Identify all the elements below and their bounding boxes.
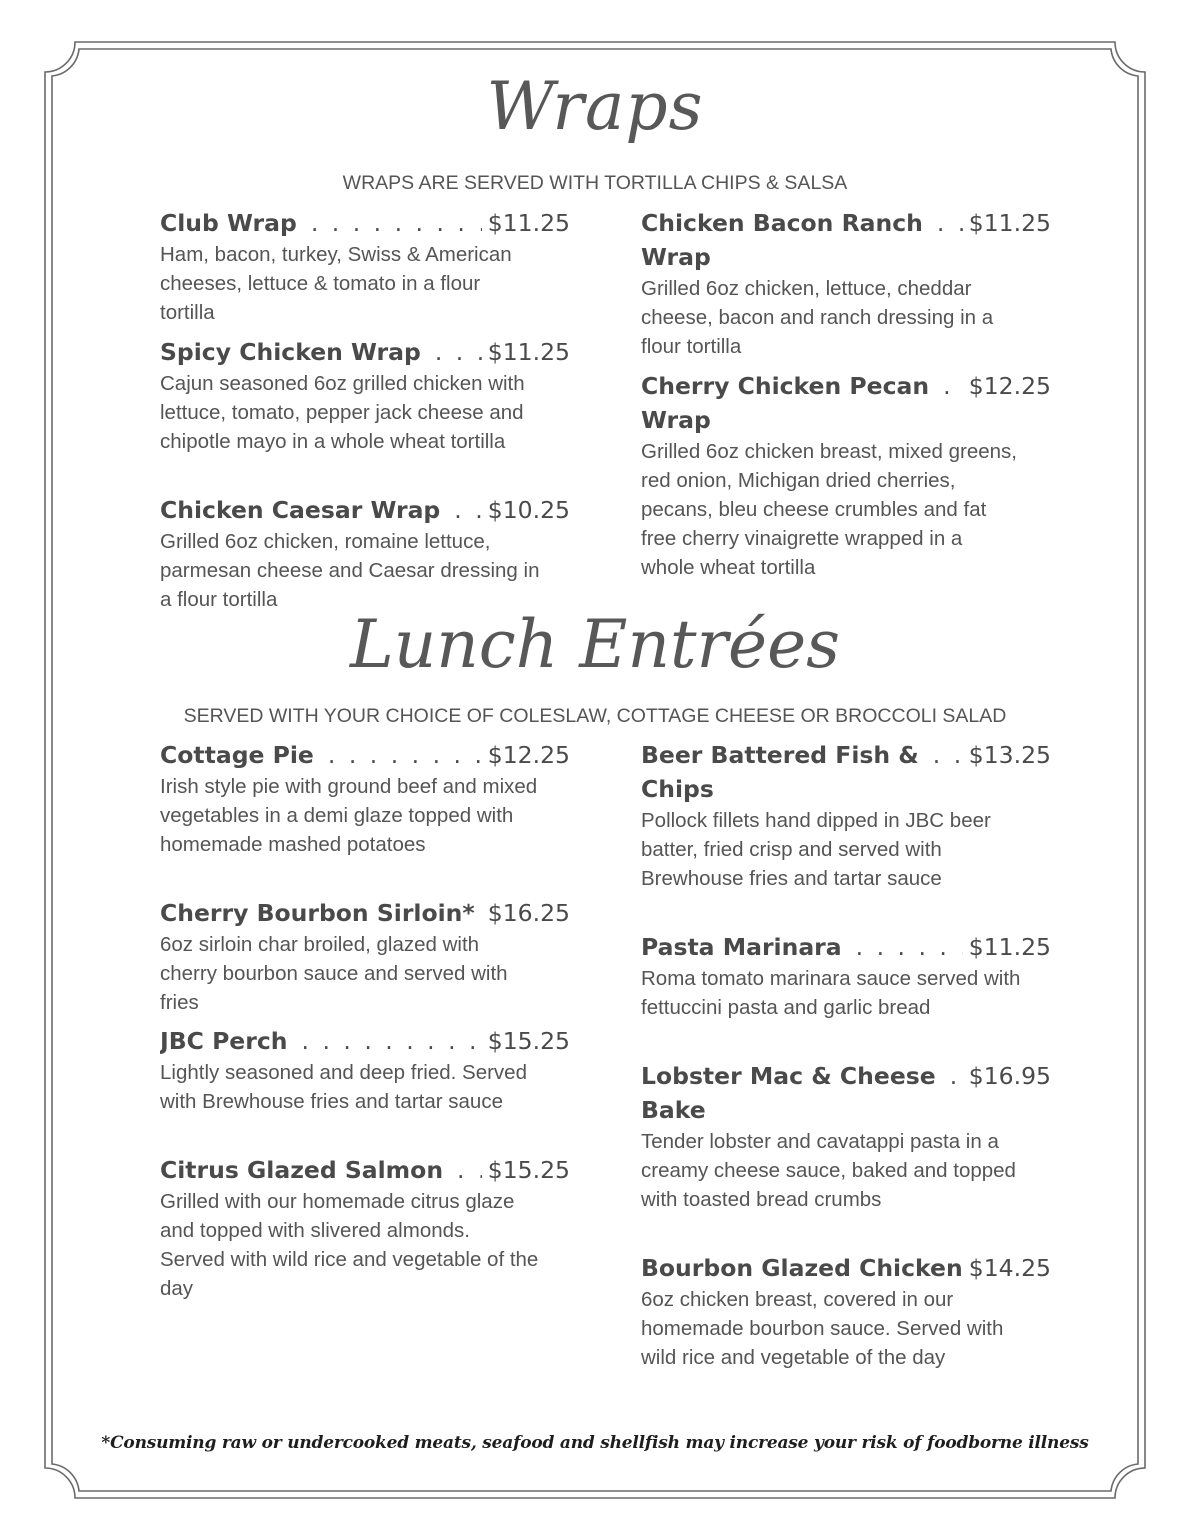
menu-item-citrus-glazed-salmon: [160, 1153, 570, 1303]
wraps-subtitle: WRAPS ARE SERVED WITH TORTILLA CHIPS & SALSA: [342, 172, 848, 194]
item-description: 6oz chicken breast, covered in our homemade bourbon sauce. Served with wild rice and vegetable of the day: [641, 1288, 1004, 1369]
item-name: Beer Battered Fish &: [641, 741, 919, 769]
menu-item-cherry-chicken-pecan-wrap: [641, 369, 1051, 582]
menu-item-chicken-bacon-ranch-wrap: [641, 206, 1051, 361]
item-price: $11.25: [968, 933, 1051, 961]
item-name: Lobster Mac & Cheese: [641, 1062, 936, 1090]
item-name: Club Wrap: [160, 209, 297, 237]
item-description: Roma tomato marinara sauce served with fettuccini pasta and garlic bread: [641, 967, 1021, 1019]
item-price: $15.25: [487, 1156, 570, 1184]
item-description: Pollock fillets hand dipped in JBC beer batter, fried crisp and served with Brewhouse fries and tartar sauce: [641, 809, 991, 890]
item-description: Grilled with our homemade citrus glaze and topped with slivered almonds. Served with wild rice and vegetable of the day: [160, 1190, 539, 1300]
item-price: $10.25: [487, 496, 570, 524]
foodborne-illness-disclaimer: *Consuming raw or undercooked meats, seafood and shellfish may increase your risk of foodborne illness: [101, 1433, 1089, 1453]
item-name: Cottage Pie: [160, 741, 314, 769]
menu-item-spicy-chicken-wrap: [160, 335, 570, 456]
item-description: Ham, bacon, turkey, Swiss & American cheeses, lettuce & tomato in a flour tortilla: [160, 243, 512, 324]
menu-item-lobster-mac-cheese-bake: [641, 1059, 1051, 1214]
item-name: JBC Perch: [160, 1027, 288, 1055]
item-name-continued: Bake: [641, 1096, 706, 1124]
item-price: $12.25: [487, 741, 570, 769]
item-price: $15.25: [487, 1027, 570, 1055]
menu-item-jbc-perch: [160, 1024, 570, 1116]
item-price: $11.25: [487, 338, 570, 366]
menu-item-chicken-caesar-wrap: [160, 493, 570, 614]
wraps-section-title: Wraps: [486, 68, 704, 145]
item-price: $12.25: [968, 372, 1051, 400]
lunch-entrees-section-title: Lunch Entrées: [349, 606, 841, 683]
item-description: 6oz sirloin char broiled, glazed with cherry bourbon sauce and served with fries: [160, 933, 508, 1014]
lunch-entrees-subtitle: SERVED WITH YOUR CHOICE OF COLESLAW, COTTAGE CHEESE OR BROCCOLI SALAD: [183, 705, 1007, 727]
item-name-continued: Wrap: [641, 243, 711, 271]
item-description: Tender lobster and cavatappi pasta in a creamy cheese sauce, baked and topped with toasted bread crumbs: [641, 1130, 1016, 1211]
item-price: $16.25: [487, 899, 570, 927]
item-name: Chicken Bacon Ranch: [641, 209, 923, 237]
item-name: Cherry Bourbon Sirloin*: [160, 899, 475, 927]
menu-item-bourbon-glazed-chicken: [641, 1251, 1051, 1372]
item-price: $11.25: [487, 209, 570, 237]
item-description: Grilled 6oz chicken, romaine lettuce, parmesan cheese and Caesar dressing in a flour tortilla: [160, 530, 540, 611]
item-name: Cherry Chicken Pecan: [641, 372, 930, 400]
item-description: Lightly seasoned and deep fried. Served with Brewhouse fries and tartar sauce: [160, 1061, 527, 1113]
menu-item-cottage-pie: [160, 738, 570, 859]
item-name-continued: Chips: [641, 775, 714, 803]
item-description: Grilled 6oz chicken breast, mixed greens, red onion, Michigan dried cherries, pecans, bleu cheese crumbles and fat free cherry vinaigrette wrapped in a whole wheat tortilla: [641, 440, 1018, 579]
item-description: Cajun seasoned 6oz grilled chicken with lettuce, tomato, pepper jack cheese and chipotle mayo in a whole wheat tortilla: [160, 372, 525, 453]
item-price: $14.25: [968, 1254, 1051, 1282]
item-name-continued: Wrap: [641, 406, 711, 434]
item-description: Irish style pie with ground beef and mixed vegetables in a demi glaze topped with homemade mashed potatoes: [160, 775, 538, 856]
menu-item-beer-battered-fish-chips: [641, 738, 1051, 893]
item-name: Bourbon Glazed Chicken: [641, 1254, 963, 1282]
item-description: Grilled 6oz chicken, lettuce, cheddar cheese, bacon and ranch dressing in a flour tortilla: [641, 277, 994, 358]
menu-item-club-wrap: [160, 206, 570, 327]
menu-item-pasta-marinara: [641, 930, 1051, 1022]
item-name: Spicy Chicken Wrap: [160, 338, 421, 366]
item-name: Chicken Caesar Wrap: [160, 496, 441, 524]
menu-item-cherry-bourbon-sirloin: [160, 896, 570, 1017]
item-price: $13.25: [968, 741, 1051, 769]
item-price: $11.25: [968, 209, 1051, 237]
item-price: $16.95: [968, 1062, 1051, 1090]
item-name: Citrus Glazed Salmon: [160, 1156, 444, 1184]
item-name: Pasta Marinara: [641, 933, 842, 961]
